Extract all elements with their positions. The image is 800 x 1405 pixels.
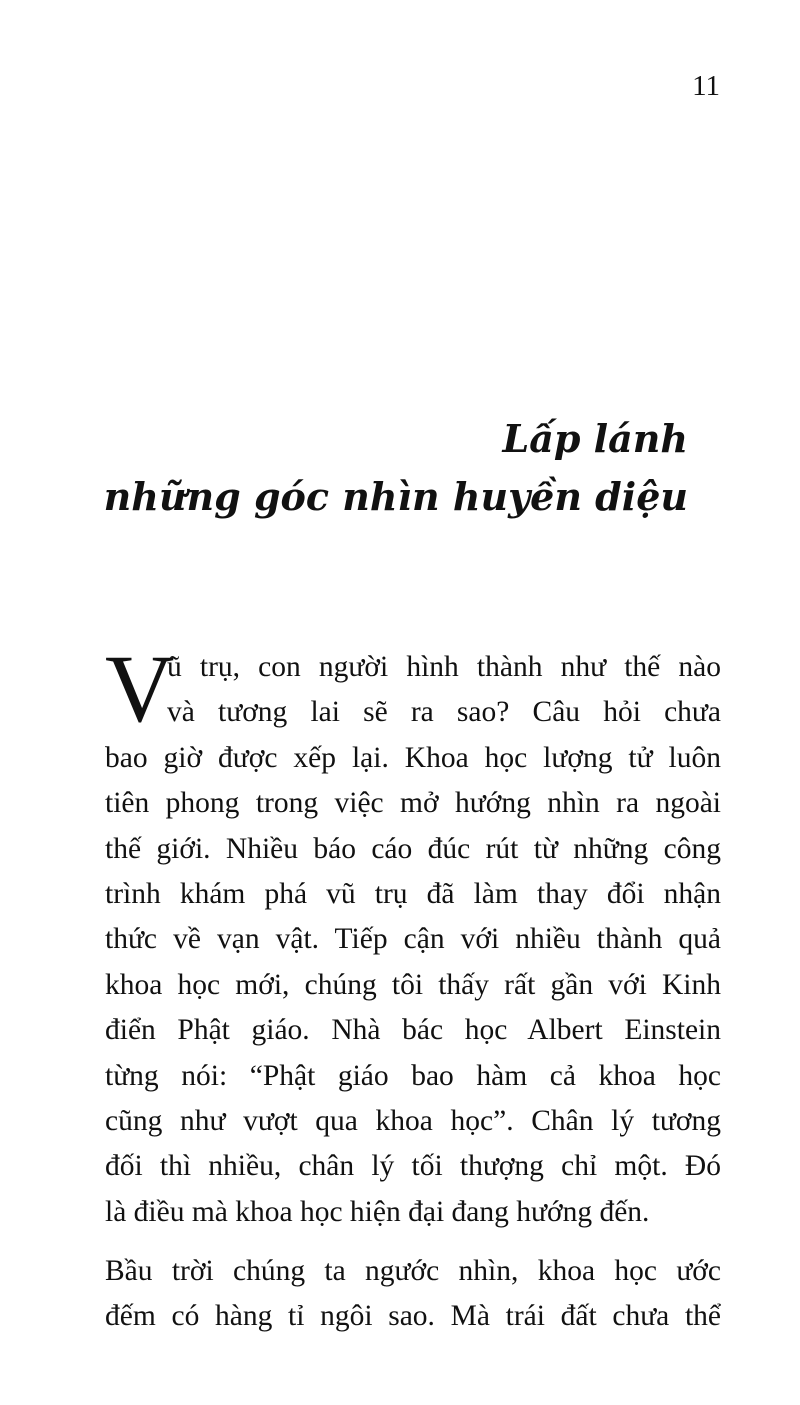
text-line: Bầu trời chúng ta ngước nhìn, khoa học ước xyxy=(105,1255,721,1288)
text-line: và tương lai sẽ ra sao? Câu hỏi chưa xyxy=(167,696,721,729)
paragraph-1 xyxy=(105,635,721,1235)
text-line: thức về vạn vật. Tiếp cận với nhiều thành quả xyxy=(105,923,721,956)
text-line: từng nói: “Phật giáo bao hàm cả khoa học xyxy=(105,1059,721,1092)
text-line: đối thì nhiều, chân lý tối thượng chỉ một. Đó xyxy=(105,1150,721,1183)
drop-cap: V xyxy=(105,635,175,742)
text-line: là điều mà khoa học hiện đại đang hướng đến. xyxy=(105,1195,650,1228)
body-text xyxy=(105,635,721,1340)
text-line: đếm có hàng tỉ ngôi sao. Mà trái đất chưa thể xyxy=(105,1300,721,1333)
text-line: khoa học mới, chúng tôi thấy rất gần với Kinh xyxy=(105,968,721,1001)
chapter-title xyxy=(104,410,688,526)
page-number: 11 xyxy=(692,70,720,102)
text-line: điển Phật giáo. Nhà bác học Albert Einstein xyxy=(105,1014,721,1047)
chapter-title-line-1: Lấp lánh xyxy=(502,416,688,461)
paragraph-gap xyxy=(105,1235,721,1249)
text-line: bao giờ được xếp lại. Khoa học lượng tử luôn xyxy=(105,741,721,774)
chapter-title-line-2: những góc nhìn huyền diệu xyxy=(103,474,688,519)
text-line: ũ trụ, con người hình thành như thế nào xyxy=(167,651,721,683)
paragraph-2 xyxy=(105,1249,721,1340)
text-line: cũng như vượt qua khoa học”. Chân lý tương xyxy=(105,1104,721,1137)
text-line: thế giới. Nhiều báo cáo đúc rút từ những công xyxy=(105,832,721,865)
text-line: tiên phong trong việc mở hướng nhìn ra ngoài xyxy=(105,787,721,820)
text-line: trình khám phá vũ trụ đã làm thay đổi nhận xyxy=(105,877,721,910)
